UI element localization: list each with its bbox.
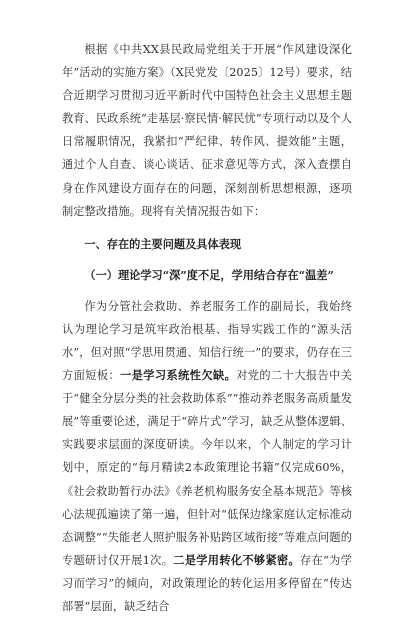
document-body [62, 38, 352, 618]
bold-point-1: 一是学习系统性欠缺。 [120, 368, 237, 383]
body-text-part1: 作为分管社会救助、养老服务工作的副局长，我始终认为理论学习是筑牢政治根基、指导实践工作的“源头活水”，但对照“学思用贯通、知信行统一”的要求，仍存在三方面短板： [62, 299, 352, 383]
body-text-part2: 对党的二十大报告中关于“健全分层分类的社会救助体系”“推动养老服务高质量发展”等重要论述，满足于“碎片式”学习，缺乏从整体逻辑、实践要求层面的深度研读。今年以来，个人制定的学习计划中，原定的“每月精读2本政策理论书籍”仅完成60%，《社会救助暂行办法》《养老机构服务安全基本规范》等核心法规孤遍读了第一遍，但针对“低保边缘家庭认定标准动态调整”“失能老人照护服务补贴跨区域衔接”等难点问题的专题研讨仅开展1次。 [62, 369, 352, 567]
subsection-heading: （一）理论学习“深”度不足，学用结合存在“温差” [84, 267, 334, 282]
bold-point-2: 二是学用转化不够紧密。 [173, 552, 301, 567]
body-paragraph [62, 295, 352, 618]
body-text-part3: 存在“为学习而学习”的倾向，对政策理论的转化运用多停留在“传达部署”层面，缺乏结合 [62, 553, 352, 613]
intro-paragraph: 根据《中共XX县民政局党组关于开展“作风建设深化年”活动的实施方案》（X民党发〔2025〕12号）要求，结合近期学习贯彻习近平新时代中国特色社会主义思想主题教育、民政系统“走基层·察民情·解民忧”专项行动以及个人日常履职情况，我紧扣“严纪律、转作风、提效能”主题，通过个人自查、谈心谈话、征求意见等方式，深入查摆自身在作风建设方面存在的问题，深刻剖析思想根源，逐项制定整改措施。现将有关情况报告如下： [62, 43, 352, 218]
section-heading: 一、存在的主要问题及具体表现 [84, 237, 242, 251]
